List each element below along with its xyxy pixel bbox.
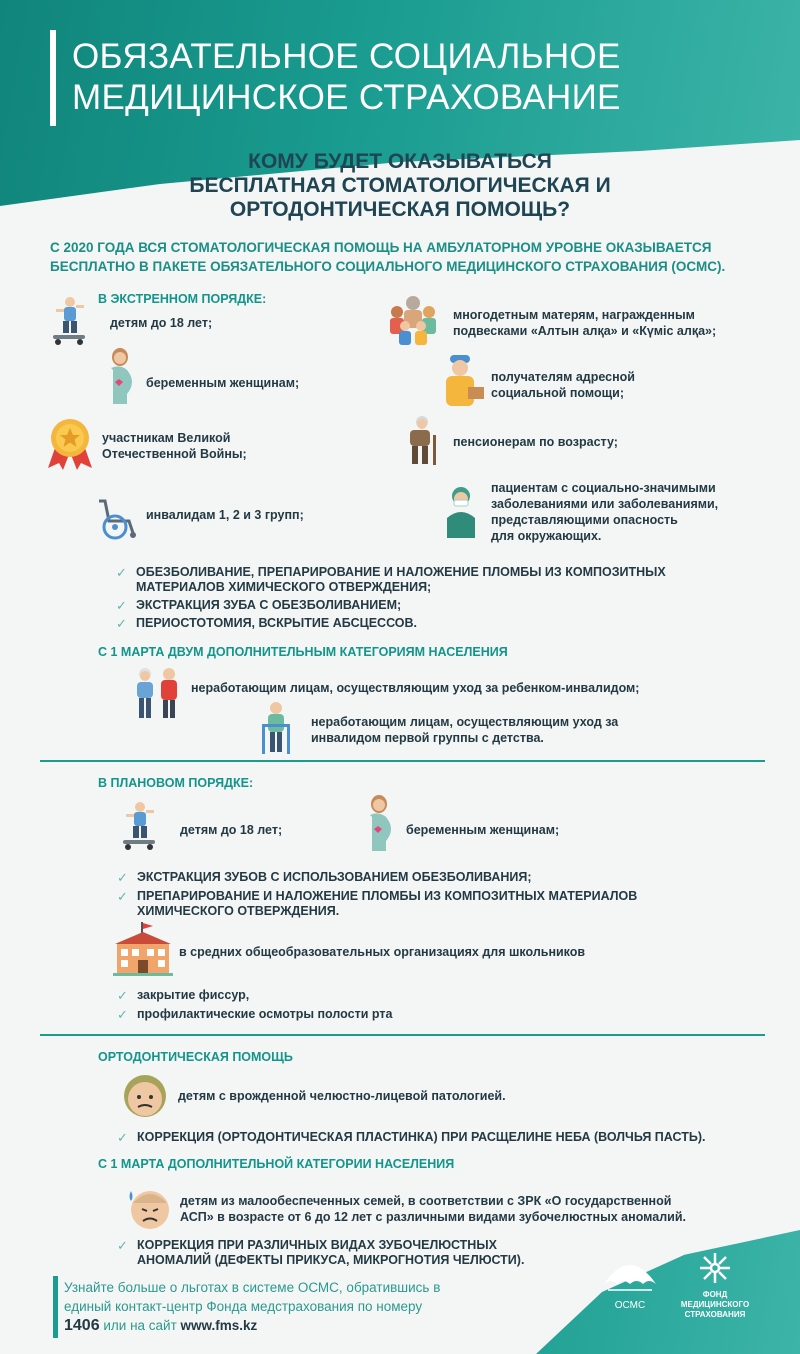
check-icon: ✓ [116, 565, 127, 580]
patients-line-1: пациентам с социально-значимыми [491, 481, 716, 495]
emergency-disabled: инвалидам 1, 2 и 3 групп; [146, 508, 304, 522]
school-service-2 [117, 1007, 392, 1022]
question-line-2: БЕСПЛАТНАЯ СТОМАТОЛОГИЧЕСКАЯ И [189, 174, 611, 197]
footer-site-link[interactable]: www.fms.kz [180, 1318, 258, 1333]
lowincome-line-1: детям из малообеспеченных семей, в соответствии с ЗРК «О государственной [180, 1194, 672, 1208]
check-icon: ✓ [117, 988, 128, 1003]
check-icon: ✓ [117, 1007, 128, 1022]
question-line-3: ОРТОДОНТИЧЕСКАЯ ПОМОЩЬ? [229, 198, 571, 221]
patients-line-2: заболеваниями или заболеваниями, [491, 497, 719, 511]
check-icon: ✓ [116, 598, 127, 613]
service-line-3: ПЕРИОСТОТОМИЯ, ВСКРЫТИЕ АБСЦЕССОВ. [136, 616, 418, 630]
footer-line-3 [64, 1316, 484, 1335]
intro-line-1: С 2020 ГОДА ВСЯ СТОМАТОЛОГИЧЕСКАЯ ПОМОЩЬ НА АМБУЛАТОРНОМ УРОВНЕ ОКАЗЫВАЕТСЯ [50, 240, 712, 255]
child-skater-icon [48, 295, 90, 347]
planned-children: детям до 18 лет; [180, 823, 283, 837]
veterans-line-1: участникам Великой [102, 431, 231, 445]
ortho-correction-2 [117, 1238, 524, 1268]
planned-service-line-2a: ПРЕПАРИРОВАНИЕ И НАЛОЖЕНИЕ ПЛОМБЫ ИЗ КОМПОЗИТНЫХ МАТЕРИАЛОВ [137, 889, 638, 903]
correction2-line-2: АНОМАЛИЙ (ДЕФЕКТЫ ПРИКУСА, МИКРОГНОТИЯ ЧЕЛЮСТИ). [137, 1253, 525, 1267]
question-heading [0, 150, 800, 222]
sad-child-icon [125, 1183, 171, 1231]
footer-accent-bar [53, 1276, 58, 1338]
pregnant-woman-icon [103, 348, 137, 404]
school-icon [113, 922, 173, 976]
medal-icon [45, 418, 95, 470]
check-icon: ✓ [117, 1130, 128, 1145]
wheelchair-icon [95, 497, 139, 541]
ortho-correction-line: КОРРЕКЦИЯ (ОРТОДОНТИЧЕСКАЯ ПЛАСТИНКА) ПРИ РАСЩЕЛИНЕ НЕБА (ВОЛЧЬЯ ПАСТЬ). [137, 1130, 706, 1144]
caregivers-adult-line-1: неработающим лицам, осуществляющим уход за [311, 715, 619, 729]
caregivers-adult-line-2: инвалидом первой группы с детства. [311, 731, 544, 745]
large-family-icon [385, 294, 441, 346]
child-face-icon [122, 1072, 168, 1120]
school-service-line-2: профилактические осмотры полости рта [137, 1007, 393, 1021]
divider [40, 760, 765, 762]
ortho-label: ОРТОДОНТИЧЕСКАЯ ПОМОЩЬ [98, 1050, 293, 1064]
social-aid-icon [440, 353, 486, 409]
correction2-line-1: КОРРЕКЦИЯ ПРИ РАЗЛИЧНЫХ ВИДАХ ЗУБОЧЕЛЮСТНЫХ [137, 1238, 497, 1252]
ortho-correction [117, 1130, 705, 1145]
footer-line-2: единый контакт-центр Фонда медстрахования по номеру [64, 1299, 423, 1314]
footer-text [64, 1278, 484, 1335]
osms-logo-text: ОСМС [614, 1300, 646, 1311]
planned-label: В ПЛАНОВОМ ПОРЯДКЕ: [98, 776, 254, 790]
school-service-line-1: закрытие фиссур, [137, 988, 250, 1002]
fund-logo-text [675, 1290, 755, 1320]
school-service-1 [117, 988, 249, 1003]
check-icon: ✓ [117, 870, 128, 885]
walker-icon [260, 700, 292, 756]
ortho-congenital: детям с врожденной челюстно-лицевой патологией. [178, 1089, 506, 1103]
check-icon: ✓ [117, 889, 128, 904]
pensioner-icon [400, 415, 440, 465]
schools-text: в средних общеобразовательных организациях для школьников [179, 945, 586, 959]
service-line-1b: МАТЕРИАЛОВ ХИМИЧЕСКОГО ОТВЕРЖДЕНИЯ; [136, 580, 432, 594]
emergency-veterans [102, 430, 247, 462]
fund-logo-line-1: ФОНД [702, 1290, 728, 1299]
child-skater-icon [118, 800, 160, 852]
footer-line-1: Узнайте больше о льготах в системе ОСМС, обратившись в [64, 1280, 441, 1295]
emergency-patients [491, 480, 718, 544]
emergency-service-3 [116, 616, 417, 631]
caregivers-adult [311, 714, 618, 746]
aid-line-1: получателям адресной [491, 370, 635, 384]
emergency-pregnant: беременным женщинам; [146, 376, 300, 390]
emergency-children: детям до 18 лет; [110, 316, 213, 330]
emergency-march-label: С 1 МАРТА ДВУМ ДОПОЛНИТЕЛЬНЫМ КАТЕГОРИЯМ НАСЕЛЕНИЯ [98, 645, 508, 659]
planned-service-1 [117, 870, 532, 885]
service-line-1a: ОБЕЗБОЛИВАНИЕ, ПРЕПАРИРОВАНИЕ И НАЛОЖЕНИЕ ПЛОМБЫ ИЗ КОМПОЗИТНЫХ [136, 565, 666, 579]
fund-logo-icon [697, 1250, 733, 1286]
page-title [72, 36, 621, 118]
footer-site-prefix: или на сайт [103, 1318, 177, 1333]
service-line-2: ЭКСТРАКЦИЯ ЗУБА С ОБЕЗБОЛИВАНИЕМ; [136, 598, 402, 612]
patients-line-4: для окружающих. [491, 529, 602, 543]
mothers-line-2: подвесками «Алтын алқа» и «Күміс алқа»; [453, 324, 717, 338]
emergency-mothers [453, 307, 716, 339]
ortho-march-label: С 1 МАРТА ДОПОЛНИТЕЛЬНОЙ КАТЕГОРИИ НАСЕЛЕНИЯ [98, 1157, 455, 1171]
mothers-line-1: многодетным матерям, награжденным [453, 308, 695, 322]
emergency-pensioners: пенсионерам по возрасту; [453, 435, 618, 449]
emergency-social-aid [491, 369, 635, 401]
title-line-2: МЕДИЦИНСКОЕ СТРАХОВАНИЕ [72, 78, 621, 117]
planned-service-2 [117, 889, 637, 919]
masked-patient-icon [443, 486, 479, 540]
header-accent-bar [50, 30, 56, 126]
planned-service-line-1: ЭКСТРАКЦИЯ ЗУБОВ С ИСПОЛЬЗОВАНИЕМ ОБЕЗБОЛИВАНИЯ; [137, 870, 532, 884]
footer-phone: 1406 [64, 1317, 100, 1334]
title-line-1: ОБЯЗАТЕЛЬНОЕ СОЦИАЛЬНОЕ [72, 37, 621, 76]
ortho-lowincome [180, 1193, 686, 1225]
patients-line-3: представляющими опасность [491, 513, 678, 527]
caregivers-child: неработающим лицам, осуществляющим уход за ребенком-инвалидом; [191, 681, 640, 695]
lowincome-line-2: АСП» в возрасте от 6 до 12 лет с различными видами зубочелюстных аномалий. [180, 1210, 686, 1224]
emergency-service-2 [116, 598, 401, 613]
emergency-label: В ЭКСТРЕННОМ ПОРЯДКЕ: [98, 292, 267, 306]
veterans-line-2: Отечественной Войны; [102, 447, 247, 461]
fund-logo-line-2: МЕДИЦИНСКОГО [680, 1300, 750, 1309]
fund-logo-line-3: СТРАХОВАНИЯ [684, 1310, 746, 1319]
emergency-service-1 [116, 565, 666, 595]
umbrella-logo-icon [602, 1256, 658, 1298]
check-icon: ✓ [116, 616, 127, 631]
check-icon: ✓ [117, 1238, 128, 1253]
aid-line-2: социальной помощи; [491, 386, 625, 400]
planned-service-line-2b: ХИМИЧЕСКОГО ОТВЕРЖДЕНИЯ. [137, 904, 340, 918]
planned-pregnant: беременным женщинам; [406, 823, 560, 837]
divider [40, 1034, 765, 1036]
intro-line-2: БЕСПЛАТНО В ПАКЕТЕ ОБЯЗАТЕЛЬНОГО СОЦИАЛЬНОГО МЕДИЦИНСКОГО СТРАХОВАНИЯ (ОСМС). [50, 259, 726, 274]
intro-text [50, 238, 770, 276]
caregiver-icon [133, 666, 183, 720]
pregnant-woman-icon [362, 795, 396, 851]
question-line-1: КОМУ БУДЕТ ОКАЗЫВАТЬСЯ [248, 150, 552, 173]
